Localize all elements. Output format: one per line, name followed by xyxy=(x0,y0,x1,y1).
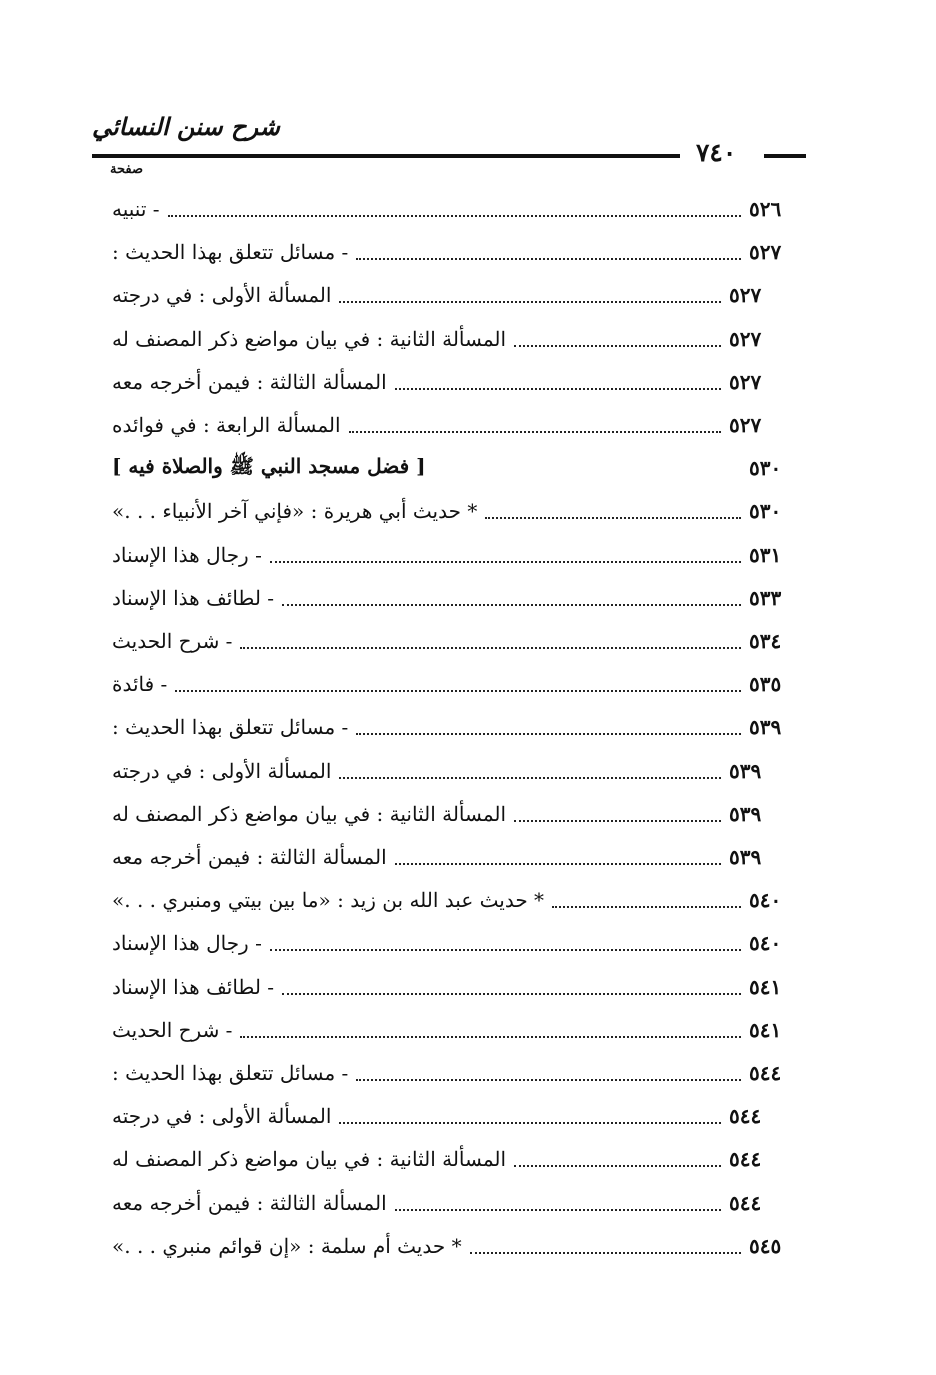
toc-page-number: ٥٣٩ xyxy=(729,802,762,826)
dot-leader xyxy=(282,993,741,995)
dot-leader xyxy=(339,777,721,779)
page-column-label: صفحة xyxy=(110,162,143,177)
toc-row[interactable] xyxy=(108,1053,793,1093)
toc-page-number: ٥٢٧ xyxy=(729,370,762,394)
toc-page-number: ٥٣٩ xyxy=(729,759,762,783)
dot-leader xyxy=(339,301,721,303)
toc-row[interactable] xyxy=(108,578,793,618)
toc-row[interactable] xyxy=(108,967,793,1007)
page-number: ٧٤٠ xyxy=(696,138,737,167)
toc-page-number: ٥٣٤ xyxy=(749,629,782,653)
toc-row[interactable] xyxy=(108,664,793,704)
toc-row[interactable] xyxy=(108,621,793,661)
toc-entry-text: - لطائف هذا الإسناد xyxy=(112,975,275,999)
dot-leader xyxy=(349,431,721,433)
dot-leader xyxy=(356,1079,741,1081)
toc-row[interactable] xyxy=(108,794,773,834)
toc-entry-text: - مسائل تتعلق بهذا الحديث : xyxy=(112,1061,349,1085)
toc-row[interactable] xyxy=(108,1226,793,1266)
dot-leader xyxy=(395,388,721,390)
dot-leader xyxy=(282,604,741,606)
toc-page-number: ٥٤٤ xyxy=(729,1104,762,1128)
dot-leader xyxy=(240,647,741,649)
toc-row[interactable] xyxy=(108,189,793,229)
toc-row[interactable] xyxy=(108,232,793,272)
toc-page-number: ٥٤٥ xyxy=(749,1234,782,1258)
toc-entry-text: - لطائف هذا الإسناد xyxy=(112,586,275,610)
toc-row[interactable] xyxy=(108,1096,773,1136)
toc-entry-text: - رجال هذا الإسناد xyxy=(112,543,262,567)
toc-row[interactable] xyxy=(108,535,793,575)
toc-row[interactable] xyxy=(108,707,793,747)
dot-leader xyxy=(470,1252,741,1254)
toc-row[interactable] xyxy=(108,362,773,402)
toc-row[interactable] xyxy=(108,319,773,359)
toc-page-number: ٥٤٤ xyxy=(729,1191,762,1215)
toc-row[interactable] xyxy=(108,405,773,445)
toc-row[interactable] xyxy=(108,1139,773,1179)
dot-leader xyxy=(395,863,721,865)
toc-entry-text: المسألة الأولى : في درجته xyxy=(112,759,332,783)
dot-leader xyxy=(240,1036,741,1038)
toc-page-number: ٥٤١ xyxy=(749,975,782,999)
dot-leader xyxy=(485,517,741,519)
dot-leader xyxy=(356,733,741,735)
toc-entry-text: المسألة الرابعة : في فوائده xyxy=(112,413,341,437)
toc-page-number: ٥٣٠ xyxy=(749,456,782,480)
toc-page-number: ٥٤٠ xyxy=(749,888,782,912)
dot-leader xyxy=(356,258,741,260)
toc-entry-text: - شرح الحديث xyxy=(112,1018,233,1042)
toc-page-number: ٥٤١ xyxy=(749,1018,782,1042)
dot-leader xyxy=(552,906,741,908)
toc-page-number: ٥٤٠ xyxy=(749,931,782,955)
toc-entry-text: المسألة الثالثة : فيمن أخرجه معه xyxy=(112,1191,387,1215)
toc-entry-text: - مسائل تتعلق بهذا الحديث : xyxy=(112,715,349,739)
dot-leader xyxy=(395,1209,721,1211)
toc-row[interactable] xyxy=(108,275,773,315)
toc-page-number: ٥٢٧ xyxy=(749,240,782,264)
toc-page-number: ٥٣٩ xyxy=(749,715,782,739)
toc-row[interactable] xyxy=(108,880,793,920)
dot-leader xyxy=(514,1165,721,1167)
toc-page-number: ٥٢٧ xyxy=(729,413,762,437)
dot-leader xyxy=(175,690,741,692)
toc-page-number: ٥٢٧ xyxy=(729,327,762,351)
dot-leader xyxy=(339,1122,721,1124)
toc-page-number: ٥٣٣ xyxy=(749,586,782,610)
toc-entry-text: - رجال هذا الإسناد xyxy=(112,931,262,955)
section-heading-row[interactable] xyxy=(108,448,793,488)
dot-leader xyxy=(168,215,741,217)
toc-page-number: ٥٣١ xyxy=(749,543,782,567)
toc-page-number: ٥٤٤ xyxy=(729,1147,762,1171)
dot-leader xyxy=(514,820,721,822)
toc-entry-text: المسألة الثانية : في بيان مواضع ذكر المصنف له xyxy=(112,327,507,351)
toc-entry-text: المسألة الثالثة : فيمن أخرجه معه xyxy=(112,845,387,869)
toc-entry-text: المسألة الأولى : في درجته xyxy=(112,283,332,307)
dot-leader xyxy=(514,345,721,347)
dot-leader xyxy=(270,949,741,951)
toc-entry-text: المسألة الثانية : في بيان مواضع ذكر المصنف له xyxy=(112,802,507,826)
toc-row[interactable] xyxy=(108,837,773,877)
toc-entry-text: * حديث أم سلمة : «إن قوائم منبري . . .» xyxy=(112,1234,462,1258)
toc-row[interactable] xyxy=(108,923,793,963)
toc-entry-text: المسألة الثالثة : فيمن أخرجه معه xyxy=(112,370,387,394)
toc-entry-text: * حديث أبي هريرة : «فإني آخر الأنبياء . . .» xyxy=(112,499,478,523)
toc-page-number: ٥٢٦ xyxy=(749,197,782,221)
toc-page-number: ٥٣٥ xyxy=(749,672,782,696)
toc-entry-text: * حديث عبد الله بن زيد : «ما بين بيتي ومنبري . . .» xyxy=(112,888,545,912)
toc-entry-text: - فائدة xyxy=(112,672,168,696)
toc-entry-text: - شرح الحديث xyxy=(112,629,233,653)
toc-entry-text: - تنبيه xyxy=(112,197,160,221)
toc-page-number: ٥٤٤ xyxy=(749,1061,782,1085)
running-header-title: شرح سنن النسائي xyxy=(92,112,280,141)
toc-row[interactable] xyxy=(108,751,773,791)
toc-page-number: ٥٢٧ xyxy=(729,283,762,307)
toc-page-number: ٥٣٠ xyxy=(749,499,782,523)
toc-entry-text: - مسائل تتعلق بهذا الحديث : xyxy=(112,240,349,264)
toc-entry-text: المسألة الثانية : في بيان مواضع ذكر المصنف له xyxy=(112,1147,507,1171)
toc-row[interactable] xyxy=(108,1010,793,1050)
toc-page-number: ٥٣٩ xyxy=(729,845,762,869)
section-heading-text: [ فضل مسجد النبي ﷺ والصلاة فيه ] xyxy=(112,453,426,478)
dot-leader xyxy=(270,561,741,563)
toc-row[interactable] xyxy=(108,1183,773,1223)
toc-row[interactable] xyxy=(108,491,793,531)
toc-entry-text: المسألة الأولى : في درجته xyxy=(112,1104,332,1128)
